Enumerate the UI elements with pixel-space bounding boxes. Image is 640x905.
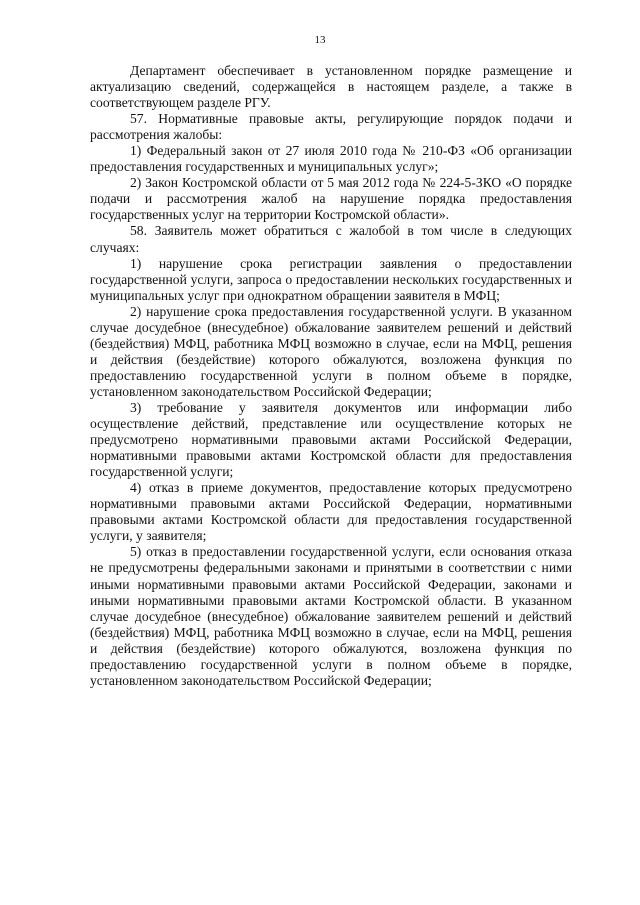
page-number: 13 [314, 34, 326, 46]
list-item-case-3: 3) требование у заявителя документов или информации либо осуществление действий, представление или осуществление которых не предусмотрено нормативными правовыми актами Российской Федерации, нормативными правовыми актами Костромской области для предоставления государственной услуги; [90, 399, 572, 480]
list-item-case-2: 2) нарушение срока предоставления государственной услуги. В указанном случае досудебное (внесудебное) обжалование заявителем решений и действий (бездействия) МФЦ, работника МФЦ возможно в случае, если на МФЦ, решения и действия (бездействие) которого обжалуются, возложена функция по предоставлению государственной услуги в полном объеме в порядке, установленном законодательством Российской Федерации; [90, 303, 572, 399]
paragraph-57-legal-acts: 57. Нормативные правовые акты, регулирующие порядок подачи и рассмотрения жалобы: [90, 111, 572, 143]
list-item-case-1: 1) нарушение срока регистрации заявления о предоставлении государственной услуги, запроса о предоставлении нескольких государственных и муниципальных услуг при однократном обращении заявителя в МФЦ; [90, 255, 572, 303]
document-body [90, 63, 572, 689]
list-item-kostroma-law: 2) Закон Костромской области от 5 мая 2012 года № 224-5-ЗКО «О порядке подачи и рассмотрения жалоб на нарушение порядка предоставления государственных услуг на территории Костромской области». [90, 175, 572, 223]
paragraph-department-publication: Департамент обеспечивает в установленном порядке размещение и актуализацию сведений, содержащейся в настоящем разделе, а также в соответствующем разделе РГУ. [90, 63, 572, 111]
list-item-federal-law: 1) Федеральный закон от 27 июля 2010 года № 210-ФЗ «Об организации предоставления государственных и муниципальных услуг»; [90, 143, 572, 175]
list-item-case-5: 5) отказ в предоставлении государственной услуги, если основания отказа не предусмотрены федеральными законами и принятыми в соответствии с ними иными нормативными правовыми актами Российской Федерации, законами и иными нормативными правовыми актами Костромской области. В указанном случае досудебное (внесудебное) обжалование заявителем решений и действий (бездействия) МФЦ, работника МФЦ возможно в случае, если на МФЦ, решения и действия (бездействие) которого обжалуются, возложена функция по предоставлению государственной услуги в полном объеме в порядке, установленном законодательством Российской Федерации; [90, 544, 572, 688]
list-item-case-4: 4) отказ в приеме документов, предоставление которых предусмотрено нормативными правовыми актами Российской Федерации, нормативными правовыми актами Костромской области для предоставления государственной услуги, у заявителя; [90, 480, 572, 544]
paragraph-58-complaint-cases: 58. Заявитель может обратиться с жалобой в том числе в следующих случаях: [90, 223, 572, 255]
